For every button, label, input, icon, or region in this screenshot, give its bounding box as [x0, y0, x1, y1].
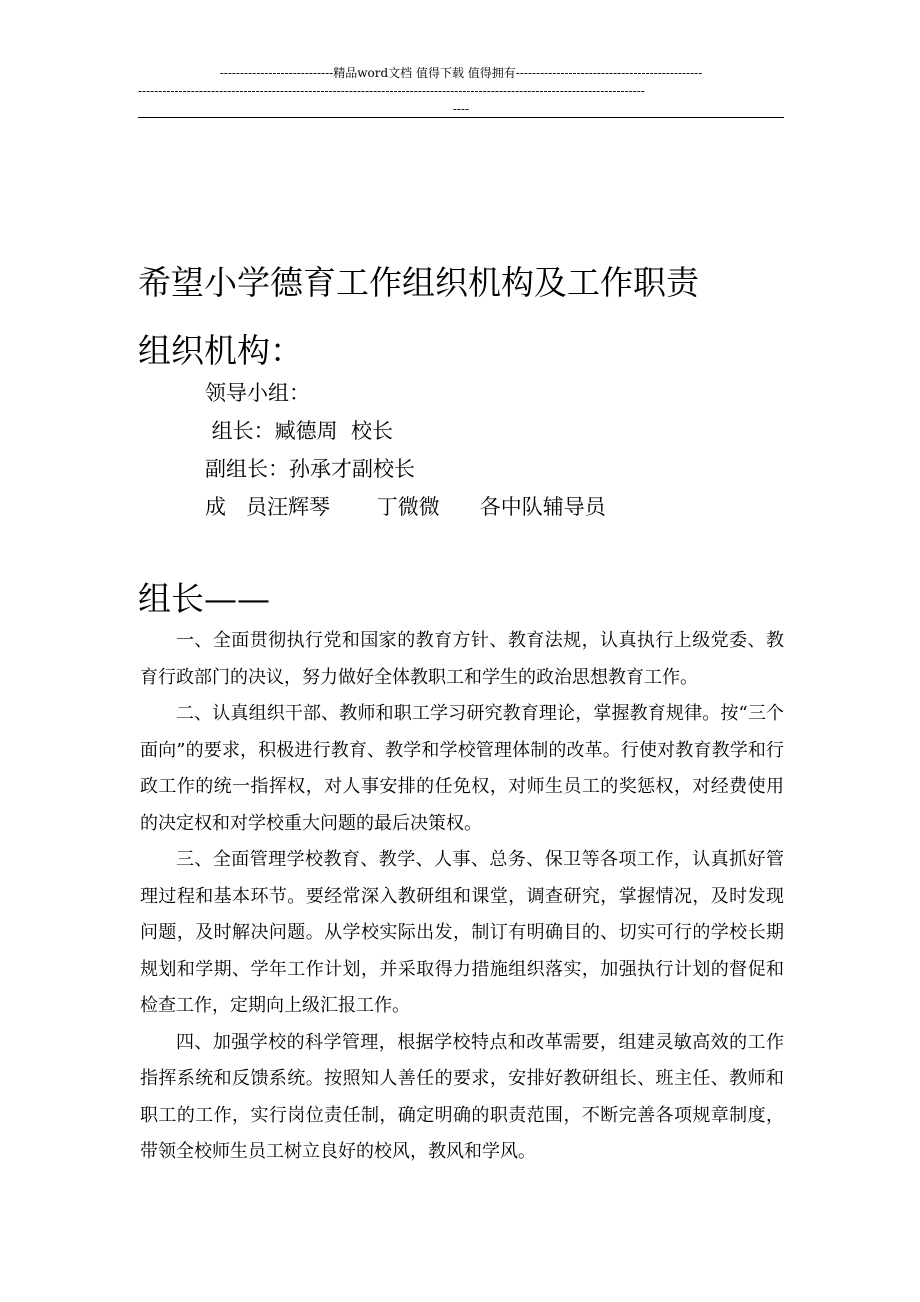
header-dash-tail: ----: [452, 102, 470, 116]
duty-paragraph: 三、全面管理学校教育、教学、人事、总务、保卫等各项工作，认真抓好管理过程和基本环节。要经常深入教研组和课堂，调查研究，掌握情况，及时发现问题，及时解决问题。从学校实际出发，制订有明确目的、切实可行的学校长期规划和学期、学年工作计划，并采取得力措施组织落实，加强执行计划的督促和检查工作，定期向上级汇报工作。: [140, 849, 784, 1016]
duty-paragraph: 四、加强学校的科学管理，根据学校特点和改革需要，组建灵敏高效的工作指挥系统和反馈系统。按照知人善任的要求，安排好教研组长、班主任、教师和职工的工作，实行岗位责任制，确定明确的职责范围，不断完善各项规章制度，带领全校师生员工树立良好的校风，教风和学风。: [140, 1031, 784, 1162]
duty-paragraph: 一、全面贯彻执行党和国家的教育方针、教育法规，认真执行上级党委、教育行政部门的决议，努力做好全体教职工和学生的政治思想教育工作。: [140, 630, 784, 688]
header-rule: [138, 117, 784, 118]
header-dash-line: -----------------------------------------------------------------------------------------------------------------------------: [138, 84, 645, 98]
header-banner: ----------------------------精品word文档 值得下载 值得拥有----------------------------------------------: [219, 66, 703, 80]
org-leader: 组长：臧德周 校长: [205, 419, 394, 443]
duties-body: [140, 623, 784, 1171]
section-title-leader: 组长——: [138, 579, 270, 618]
organization-list: [205, 374, 606, 526]
org-group-label: 领导小组：: [205, 381, 310, 405]
duty-paragraph: 二、认真组织干部、教师和职工学习研究教育理论，掌握教育规律。按“三个面向”的要求，积极进行教育、教学和学校管理体制的改革。行使对教育教学和行政工作的统一指挥权，对人事安排的任免权，对师生员工的奖惩权，对经费使用的决定权和对学校重大问题的最后决策权。: [140, 703, 784, 834]
section-title-organization: 组织机构：: [138, 331, 303, 370]
document-title: 希望小学德育工作组织机构及工作职责: [138, 263, 699, 302]
org-vice-leader: 副组长：孙承才副校长: [205, 457, 415, 481]
page-header: [138, 64, 784, 118]
org-members: 成 员汪辉琴 丁微微 各中队辅导员: [205, 495, 606, 519]
